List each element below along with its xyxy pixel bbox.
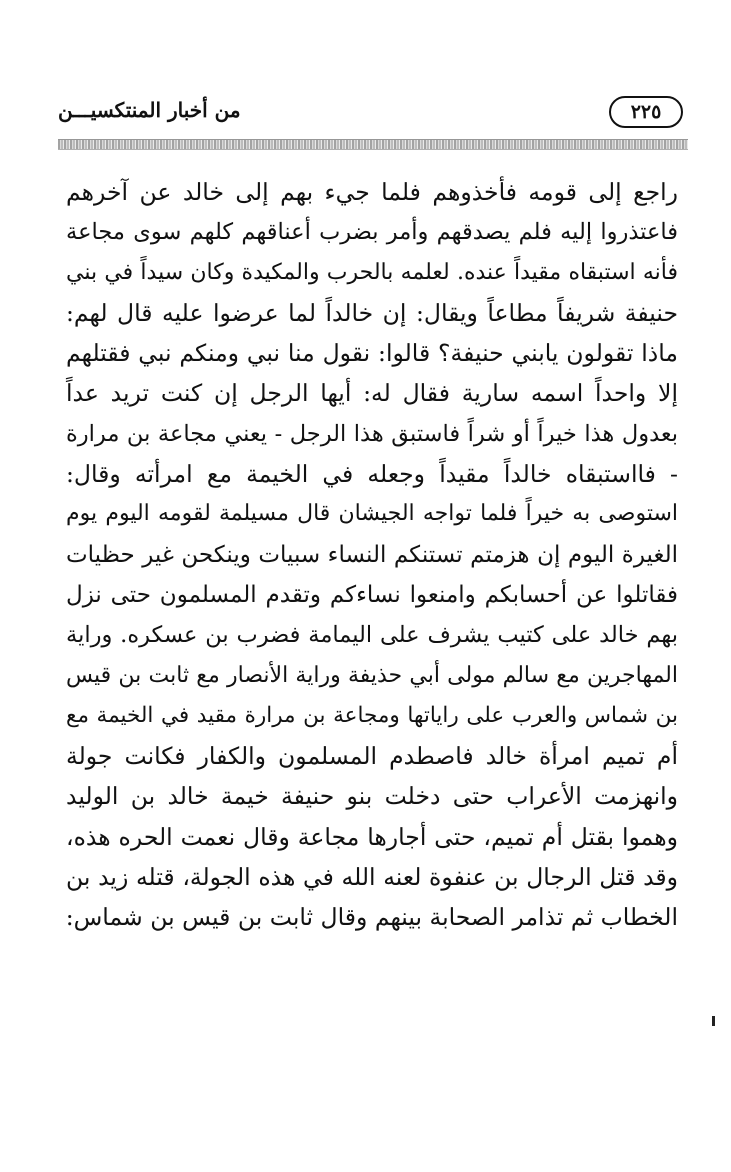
- scan-edge-mark: [712, 1016, 715, 1026]
- text-line: الخطاب ثم تذامر الصحابة بينهم وقال ثابت بن قيس بن شماس:: [65, 903, 678, 932]
- text-line: وقد قتل الرجال بن عنفوة لعنه الله في هذه الجولة، قتله زيد بن: [66, 863, 678, 892]
- text-line: فأنه استبقاه مقيداً عنده. لعلمه بالحرب والمكيدة وكان سيداً في بني: [66, 259, 678, 285]
- header-rule: [58, 139, 688, 150]
- text-line: - فااستبقاه خالداً مقيداً وجعله في الخيمة مع امرأته وقال:: [66, 460, 678, 489]
- text-line: ماذا تقولون يابني حنيفة؟ قالوا: نقول منا نبي ومنكم نبي فقتلهم: [66, 339, 678, 368]
- text-line: بهم خالد على كتيب يشرف على اليمامة فضرب بن عسكره. وراية: [66, 622, 678, 649]
- text-line: راجع إلى قومه فأخذوهم فلما جيء بهم إلى خالد عن آخرهم: [66, 178, 678, 206]
- text-line: إلا واحداً اسمه سارية فقال له: أيها الرجل إن كنت تريد عداً: [66, 379, 678, 408]
- text-line: وهموا بقتل أم تميم، حتى أجارها مجاعة وقال نعمت الحره هذه،: [66, 822, 678, 851]
- text-line: المهاجرين مع سالم مولى أبي حذيفة وراية الأنصار مع ثابت بن قيس: [66, 662, 678, 688]
- body-text: [66, 172, 678, 938]
- page-number: ٢٢٥: [609, 96, 683, 128]
- running-title: من أخبار المنتكسيـــن: [58, 98, 241, 122]
- text-line: وانهزمت الأعراب حتى دخلت بنو حنيفة خيمة خالد بن الوليد: [66, 782, 678, 811]
- text-line: فقاتلوا عن أحسابكم وامنعوا نساءكم وتقدم المسلمون حتى نزل: [66, 581, 678, 608]
- text-line: بن شماس والعرب على راياتها ومجاعة بن مرارة مقيد في الخيمة مع: [66, 702, 678, 728]
- text-line: أم تميم امرأة خالد فاصطدم المسلمون والكفار فكانت جولة: [66, 742, 678, 771]
- text-line: حنيفة شريفاً مطاعاً ويقال: إن خالداً لما عرضوا عليه قال لهم:: [66, 298, 678, 327]
- text-line: بعدول هذا خيراً أو شراً فاستبق هذا الرجل - يعني مجاعة بن مرارة: [66, 420, 678, 447]
- text-line: فاعتذروا إليه فلم يصدقهم وأمر بضرب أعناقهم كلهم سوى مجاعة: [66, 219, 678, 246]
- text-line: استوصى به خيراً فلما تواجه الجيشان قال مسيلمة لقومه اليوم يوم: [66, 501, 678, 527]
- text-line: الغيرة اليوم إن هزمتم تستنكم النساء سبيات وينكحن غير حظيات: [66, 541, 678, 568]
- page-header: [58, 96, 683, 138]
